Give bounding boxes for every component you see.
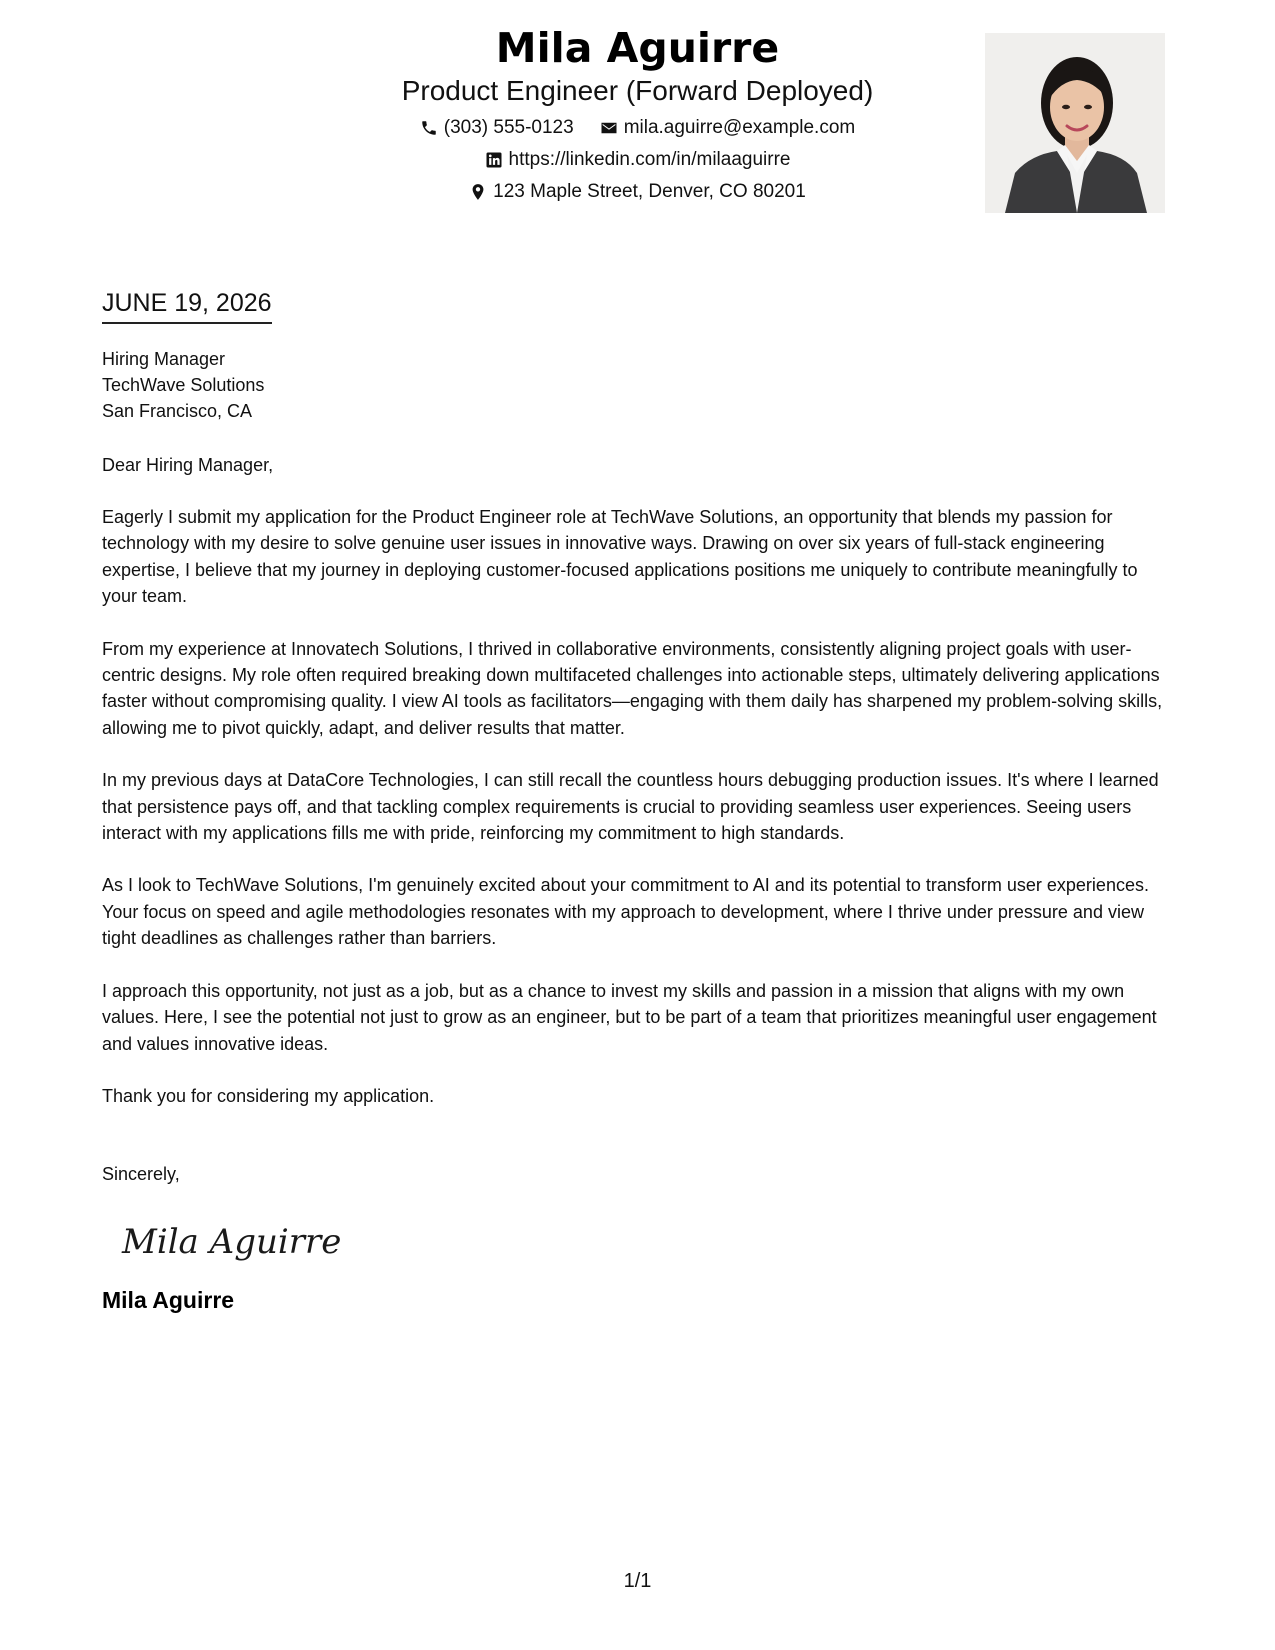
profile-photo: [985, 33, 1165, 213]
phone-number[interactable]: (303) 555-0123: [443, 117, 574, 138]
body-paragraph: From my experience at Innovatech Solutions, I thrived in collaborative environments, consistently aligning project goals with user-centric designs. My role often required breaking down multifaceted challenges into actionable steps, ultimately delivering applications faster without compromising quality. I view AI tools as facilitators—engaging with them daily has sharpened my problem-solving skills, allowing me to pivot quickly, adapt, and deliver results that matter.: [102, 638, 1163, 738]
recipient-line: TechWave Solutions: [102, 375, 265, 395]
applicant-title: Product Engineer (Forward Deployed): [401, 75, 874, 106]
signer-name: Mila Aguirre: [102, 1287, 235, 1314]
recipient-block: [102, 346, 1177, 424]
linkedin-icon: [485, 151, 503, 169]
email-address[interactable]: mila.aguirre@example.com: [623, 117, 856, 138]
letter-date: JUNE 19, 2026: [102, 286, 272, 324]
linkedin-url[interactable]: https://linkedin.com/in/milaaguirre: [508, 149, 791, 170]
body-paragraph: As I look to TechWave Solutions, I'm genuinely excited about your commitment to AI and its potential to transform user experiences. Your focus on speed and agile methodologies resonates with my approach to development, where I thrive under pressure and view tight deadlines as challenges rather than barriers.: [102, 875, 1149, 949]
phone-icon: [420, 119, 438, 137]
greeting: Dear Hiring Manager,: [102, 455, 274, 475]
recipient-line: San Francisco, CA: [102, 401, 253, 421]
applicant-name: Mila Aguirre: [495, 24, 780, 72]
handwritten-signature: [118, 1209, 348, 1269]
envelope-icon: [600, 119, 618, 137]
body-paragraph: Thank you for considering my application.: [102, 1085, 435, 1106]
closing: Sincerely,: [102, 1164, 180, 1185]
body-paragraph: In my previous days at DataCore Technologies, I can still recall the countless hours debugging production issues. It's where I learned that persistence pays off, and that tackling complex requirements is crucial to providing seamless user experiences. Seeing users interact with my applications fills me with pride, reinforcing my commitment to high standards.: [102, 770, 1159, 844]
page-number: 1/1: [623, 1570, 652, 1592]
street-address: 123 Maple Street, Denver, CO 80201: [493, 181, 806, 202]
body-paragraph: Eagerly I submit my application for the Product Engineer role at TechWave Solutions, an opportunity that blends my passion for technology with my desire to solve genuine user issues in innovative ways. Drawing on over six years of full-stack engineering expertise, I believe that my journey in deploying customer-focused applications positions me uniquely to contribute meaningfully to your team.: [102, 507, 1138, 607]
recipient-line: Hiring Manager: [102, 349, 226, 369]
body-paragraph: I approach this opportunity, not just as a job, but as a chance to invest my skills and passion in a mission that aligns with my own values. Here, I see the potential not just to grow as an engineer, but to be part of a team that prioritizes meaningful user engagement and values innovative ideas.: [102, 980, 1157, 1054]
letter-body: [102, 286, 1177, 1315]
signature-text: Mila Aguirre: [122, 1222, 342, 1263]
map-pin-icon: [469, 183, 487, 201]
